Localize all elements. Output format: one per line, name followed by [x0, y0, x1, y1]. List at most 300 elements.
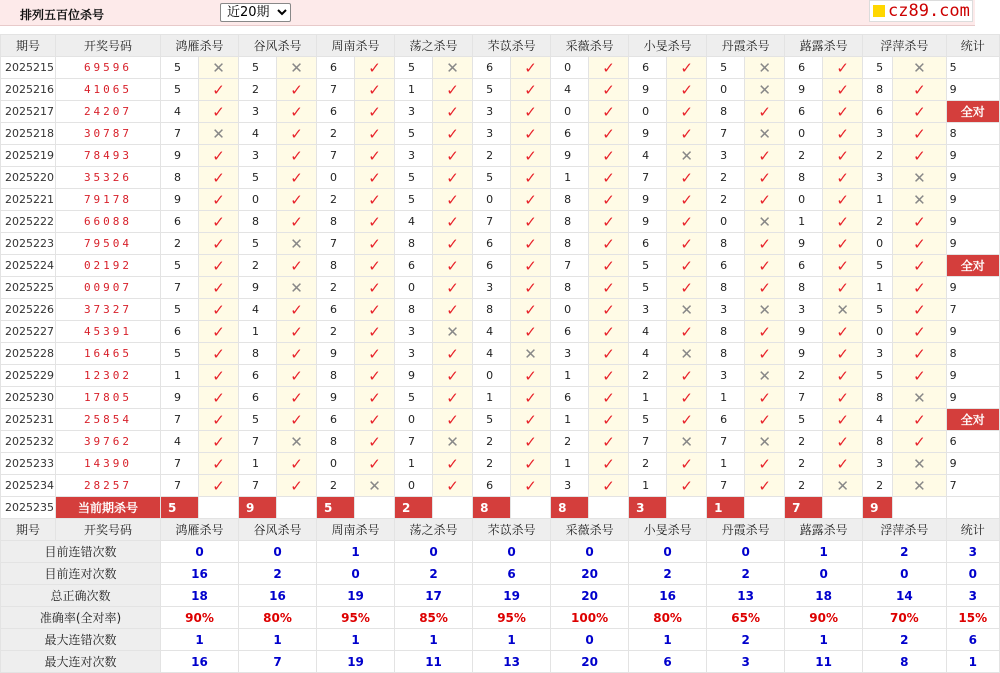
- kill-number-cell: 4: [239, 299, 277, 321]
- check-icon: ✓: [524, 212, 537, 231]
- check-icon: ✓: [368, 168, 381, 187]
- draw-code-cell: 69596: [56, 57, 161, 79]
- result-mark-cell: [745, 123, 785, 145]
- kill-number-cell: 8: [161, 167, 199, 189]
- issue-cell: 2025233: [1, 453, 56, 475]
- check-icon: ✓: [290, 322, 303, 341]
- result-mark-cell: [823, 145, 863, 167]
- result-mark-cell: [893, 233, 946, 255]
- check-icon: ✓: [524, 432, 537, 451]
- check-icon: ✓: [446, 366, 459, 385]
- kill-number-cell: 3: [863, 453, 893, 475]
- summary-value: 1: [473, 629, 551, 651]
- check-icon: ✓: [446, 80, 459, 99]
- kill-number-cell: 2: [785, 145, 823, 167]
- summary-row: [1, 541, 1000, 563]
- check-icon: ✓: [913, 278, 926, 297]
- summary-value: 80%: [239, 607, 317, 629]
- cross-icon: ✕: [913, 388, 926, 407]
- table-row: [1, 431, 1000, 453]
- result-mark-cell: [199, 475, 239, 497]
- result-mark-cell: [199, 453, 239, 475]
- result-mark-cell: [589, 431, 629, 453]
- table-row: [1, 255, 1000, 277]
- check-icon: ✓: [524, 300, 537, 319]
- check-icon: ✓: [602, 476, 615, 495]
- result-mark-cell: [277, 145, 317, 167]
- kill-number-cell: 1: [629, 475, 667, 497]
- kill-number-cell: 6: [785, 101, 823, 123]
- check-icon: ✓: [836, 58, 849, 77]
- result-mark-cell: [277, 387, 317, 409]
- summary-value: 90%: [161, 607, 239, 629]
- summary-value: 0: [473, 541, 551, 563]
- result-mark-cell: [511, 365, 551, 387]
- result-mark-cell: [199, 211, 239, 233]
- kill-number-cell: 8: [863, 431, 893, 453]
- check-icon: ✓: [524, 476, 537, 495]
- draw-code-cell: 14390: [56, 453, 161, 475]
- kill-number-cell: 2: [629, 453, 667, 475]
- kill-number-cell: 1: [707, 453, 745, 475]
- result-mark-cell: [589, 255, 629, 277]
- result-mark-cell: [433, 299, 473, 321]
- row-stat-cell: 9: [946, 79, 999, 101]
- summary-value: 2: [239, 563, 317, 585]
- column-header-issue: 期号: [1, 519, 56, 541]
- kill-number-cell: 3: [629, 299, 667, 321]
- cross-icon: ✕: [913, 476, 926, 495]
- check-icon: ✓: [913, 80, 926, 99]
- kill-number-cell: 3: [395, 321, 433, 343]
- result-mark-cell: [277, 189, 317, 211]
- result-mark-cell: [893, 167, 946, 189]
- check-icon: ✓: [368, 366, 381, 385]
- summary-label: 准确率(全对率): [1, 607, 161, 629]
- summary-value: 90%: [785, 607, 863, 629]
- kill-number-cell: 8: [317, 431, 355, 453]
- cross-icon: ✕: [913, 168, 926, 187]
- current-kill-blank: [433, 497, 473, 519]
- kill-number-cell: 5: [863, 57, 893, 79]
- check-icon: ✓: [913, 234, 926, 253]
- page-title: 排列五百位杀号: [20, 8, 105, 22]
- check-icon: ✓: [368, 278, 381, 297]
- kill-number-cell: 7: [551, 255, 589, 277]
- check-icon: ✓: [368, 212, 381, 231]
- result-mark-cell: [893, 255, 946, 277]
- check-icon: ✓: [758, 454, 771, 473]
- check-icon: ✓: [446, 410, 459, 429]
- cross-icon: ✕: [758, 300, 771, 319]
- result-mark-cell: [667, 277, 707, 299]
- result-mark-cell: [199, 189, 239, 211]
- kill-number-cell: 6: [785, 57, 823, 79]
- summary-value: 70%: [863, 607, 946, 629]
- result-mark-cell: [893, 475, 946, 497]
- result-mark-cell: [893, 431, 946, 453]
- result-mark-cell: [745, 321, 785, 343]
- check-icon: ✓: [212, 410, 225, 429]
- cross-icon: ✕: [836, 300, 849, 319]
- cross-icon: ✕: [836, 476, 849, 495]
- kill-number-cell: 4: [161, 101, 199, 123]
- check-icon: ✓: [680, 322, 693, 341]
- kill-number-cell: 8: [785, 277, 823, 299]
- kill-number-cell: 2: [785, 453, 823, 475]
- column-header-expert: 荡之杀号: [395, 35, 473, 57]
- kill-number-cell: 5: [239, 233, 277, 255]
- kill-number-cell: 4: [629, 321, 667, 343]
- summary-value: 0: [785, 563, 863, 585]
- result-mark-cell: [589, 123, 629, 145]
- check-icon: ✓: [446, 234, 459, 253]
- result-mark-cell: [277, 57, 317, 79]
- check-icon: ✓: [758, 234, 771, 253]
- check-icon: ✓: [290, 300, 303, 319]
- summary-value: 3: [707, 651, 785, 673]
- column-header-stat: 统计: [946, 519, 999, 541]
- result-mark-cell: [823, 387, 863, 409]
- check-icon: ✓: [368, 80, 381, 99]
- kill-number-cell: 2: [317, 123, 355, 145]
- draw-code-cell: 16465: [56, 343, 161, 365]
- result-mark-cell: [277, 475, 317, 497]
- kill-number-cell: 5: [239, 57, 277, 79]
- kill-number-cell: 4: [395, 211, 433, 233]
- kill-number-cell: 4: [473, 343, 511, 365]
- kill-number-cell: 6: [785, 255, 823, 277]
- kill-number-cell: 2: [863, 145, 893, 167]
- result-mark-cell: [745, 409, 785, 431]
- check-icon: ✓: [680, 212, 693, 231]
- summary-value: 20: [551, 651, 629, 673]
- kill-number-cell: 7: [161, 453, 199, 475]
- kill-number-cell: 5: [161, 79, 199, 101]
- check-icon: ✓: [290, 388, 303, 407]
- kill-number-cell: 8: [707, 343, 745, 365]
- summary-value: 1: [629, 629, 707, 651]
- result-mark-cell: [823, 475, 863, 497]
- summary-row: [1, 629, 1000, 651]
- result-mark-cell: [893, 453, 946, 475]
- summary-value: 20: [551, 563, 629, 585]
- kill-number-cell: 8: [707, 321, 745, 343]
- result-mark-cell: [893, 123, 946, 145]
- result-mark-cell: [589, 475, 629, 497]
- kill-number-cell: 3: [239, 145, 277, 167]
- check-icon: ✓: [758, 410, 771, 429]
- kill-number-cell: 1: [863, 189, 893, 211]
- result-mark-cell: [277, 431, 317, 453]
- current-kill-number: 8: [551, 497, 589, 519]
- issue-cell: 2025230: [1, 387, 56, 409]
- kill-number-cell: 7: [161, 409, 199, 431]
- site-logo[interactable]: [869, 0, 973, 22]
- result-mark-cell: [433, 57, 473, 79]
- kill-number-cell: 6: [161, 321, 199, 343]
- check-icon: ✓: [602, 344, 615, 363]
- summary-label: 目前连错次数: [1, 541, 161, 563]
- kill-number-cell: 1: [239, 321, 277, 343]
- cross-icon: ✕: [913, 190, 926, 209]
- result-mark-cell: [199, 101, 239, 123]
- kill-number-cell: 7: [161, 123, 199, 145]
- row-stat-cell: 6: [946, 431, 999, 453]
- kill-number-cell: 9: [161, 189, 199, 211]
- check-icon: ✓: [524, 454, 537, 473]
- check-icon: ✓: [446, 168, 459, 187]
- result-mark-cell: [667, 233, 707, 255]
- kill-number-cell: 3: [551, 343, 589, 365]
- result-mark-cell: [589, 321, 629, 343]
- cross-icon: ✕: [680, 300, 693, 319]
- kill-table: [0, 34, 1000, 673]
- check-icon: ✓: [758, 476, 771, 495]
- kill-number-cell: 0: [785, 123, 823, 145]
- current-kill-number: 2: [395, 497, 433, 519]
- kill-number-cell: 0: [863, 233, 893, 255]
- summary-row: [1, 607, 1000, 629]
- summary-value: 95%: [317, 607, 395, 629]
- row-stat-cell: 9: [946, 321, 999, 343]
- cross-icon: ✕: [290, 58, 303, 77]
- check-icon: ✓: [602, 124, 615, 143]
- kill-number-cell: 6: [317, 299, 355, 321]
- summary-value: 2: [863, 629, 946, 651]
- summary-value: 80%: [629, 607, 707, 629]
- kill-number-cell: 2: [317, 277, 355, 299]
- result-mark-cell: [433, 167, 473, 189]
- kill-number-cell: 3: [863, 167, 893, 189]
- draw-code-cell: 35326: [56, 167, 161, 189]
- kill-number-cell: 6: [707, 409, 745, 431]
- kill-number-cell: 5: [395, 189, 433, 211]
- check-icon: ✓: [290, 168, 303, 187]
- summary-value: 19: [317, 651, 395, 673]
- kill-number-cell: 8: [551, 277, 589, 299]
- column-header-issue: 期号: [1, 35, 56, 57]
- kill-number-cell: 5: [239, 409, 277, 431]
- check-icon: ✓: [913, 366, 926, 385]
- kill-number-cell: 6: [239, 387, 277, 409]
- check-icon: ✓: [368, 410, 381, 429]
- check-icon: ✓: [524, 168, 537, 187]
- column-header-expert: 谷风杀号: [239, 519, 317, 541]
- result-mark-cell: [823, 255, 863, 277]
- kill-number-cell: 2: [707, 167, 745, 189]
- cross-icon: ✕: [758, 366, 771, 385]
- check-icon: ✓: [836, 124, 849, 143]
- check-icon: ✓: [524, 80, 537, 99]
- check-icon: ✓: [368, 454, 381, 473]
- kill-number-cell: 9: [551, 145, 589, 167]
- check-icon: ✓: [758, 388, 771, 407]
- result-mark-cell: [667, 57, 707, 79]
- summary-value: 0: [629, 541, 707, 563]
- kill-number-cell: 2: [473, 453, 511, 475]
- summary-row: [1, 585, 1000, 607]
- row-stat-cell: 8: [946, 123, 999, 145]
- kill-number-cell: 1: [707, 387, 745, 409]
- check-icon: ✓: [524, 58, 537, 77]
- summary-value: 2: [707, 629, 785, 651]
- result-mark-cell: [745, 255, 785, 277]
- check-icon: ✓: [758, 322, 771, 341]
- result-mark-cell: [355, 387, 395, 409]
- kill-number-cell: 4: [473, 321, 511, 343]
- result-mark-cell: [511, 277, 551, 299]
- result-mark-cell: [745, 189, 785, 211]
- check-icon: ✓: [290, 212, 303, 231]
- result-mark-cell: [433, 233, 473, 255]
- table-row: [1, 233, 1000, 255]
- summary-value: 2: [629, 563, 707, 585]
- kill-number-cell: 3: [863, 343, 893, 365]
- result-mark-cell: [433, 409, 473, 431]
- period-select[interactable]: [220, 3, 291, 22]
- draw-code-cell: 12302: [56, 365, 161, 387]
- kill-number-cell: 9: [161, 145, 199, 167]
- summary-value: 11: [395, 651, 473, 673]
- cross-icon: ✕: [680, 344, 693, 363]
- check-icon: ✓: [913, 410, 926, 429]
- result-mark-cell: [589, 343, 629, 365]
- column-header-expert: 谷风杀号: [239, 35, 317, 57]
- summary-value: 1: [785, 629, 863, 651]
- summary-value: 19: [473, 585, 551, 607]
- table-row: [1, 79, 1000, 101]
- table-row: [1, 387, 1000, 409]
- summary-value: 0: [317, 563, 395, 585]
- table-row: [1, 57, 1000, 79]
- check-icon: ✓: [680, 366, 693, 385]
- column-header-expert: 小旻杀号: [629, 519, 707, 541]
- row-stat-cell: 全对: [946, 255, 999, 277]
- result-mark-cell: [667, 387, 707, 409]
- column-header-expert: 周南杀号: [317, 519, 395, 541]
- kill-number-cell: 4: [629, 145, 667, 167]
- current-kill-blank: [893, 497, 946, 519]
- kill-number-cell: 2: [239, 255, 277, 277]
- result-mark-cell: [277, 211, 317, 233]
- kill-number-cell: 8: [317, 211, 355, 233]
- check-icon: ✓: [758, 344, 771, 363]
- kill-number-cell: 0: [473, 365, 511, 387]
- summary-label: 最大连对次数: [1, 651, 161, 673]
- result-mark-cell: [893, 79, 946, 101]
- check-icon: ✓: [913, 146, 926, 165]
- kill-number-cell: 4: [863, 409, 893, 431]
- summary-value: 1: [317, 629, 395, 651]
- result-mark-cell: [589, 211, 629, 233]
- kill-number-cell: 3: [551, 475, 589, 497]
- row-stat-cell: 全对: [946, 409, 999, 431]
- check-icon: ✓: [446, 476, 459, 495]
- check-icon: ✓: [524, 322, 537, 341]
- kill-number-cell: 3: [239, 101, 277, 123]
- result-mark-cell: [589, 57, 629, 79]
- summary-row: [1, 563, 1000, 585]
- table-row: [1, 277, 1000, 299]
- result-mark-cell: [433, 79, 473, 101]
- kill-number-cell: 3: [395, 145, 433, 167]
- summary-value: 0: [707, 541, 785, 563]
- result-mark-cell: [893, 365, 946, 387]
- result-mark-cell: [745, 365, 785, 387]
- check-icon: ✓: [758, 190, 771, 209]
- result-mark-cell: [589, 387, 629, 409]
- summary-value: 0: [946, 563, 999, 585]
- check-icon: ✓: [368, 322, 381, 341]
- kill-number-cell: 5: [161, 299, 199, 321]
- kill-number-cell: 9: [629, 211, 667, 233]
- check-icon: ✓: [290, 124, 303, 143]
- kill-number-cell: 3: [473, 101, 511, 123]
- check-icon: ✓: [680, 124, 693, 143]
- kill-number-cell: 7: [629, 167, 667, 189]
- check-icon: ✓: [913, 256, 926, 275]
- row-stat-cell: 5: [946, 57, 999, 79]
- result-mark-cell: [589, 409, 629, 431]
- check-icon: ✓: [368, 102, 381, 121]
- result-mark-cell: [511, 475, 551, 497]
- check-icon: ✓: [602, 190, 615, 209]
- kill-number-cell: 6: [473, 255, 511, 277]
- check-icon: ✓: [212, 344, 225, 363]
- check-icon: ✓: [602, 102, 615, 121]
- check-icon: ✓: [602, 256, 615, 275]
- kill-number-cell: 1: [551, 453, 589, 475]
- check-icon: ✓: [368, 58, 381, 77]
- result-mark-cell: [433, 431, 473, 453]
- result-mark-cell: [277, 255, 317, 277]
- cross-icon: ✕: [290, 432, 303, 451]
- summary-value: 1: [161, 629, 239, 651]
- result-mark-cell: [745, 431, 785, 453]
- column-header-code: 开奖号码: [56, 519, 161, 541]
- result-mark-cell: [745, 299, 785, 321]
- summary-value: 17: [395, 585, 473, 607]
- kill-number-cell: 2: [161, 233, 199, 255]
- check-icon: ✓: [290, 454, 303, 473]
- result-mark-cell: [893, 145, 946, 167]
- table-row: [1, 343, 1000, 365]
- check-icon: ✓: [290, 256, 303, 275]
- summary-value: 6: [946, 629, 999, 651]
- result-mark-cell: [199, 79, 239, 101]
- result-mark-cell: [433, 343, 473, 365]
- kill-number-cell: 5: [707, 57, 745, 79]
- kill-number-cell: 5: [629, 255, 667, 277]
- kill-number-cell: 5: [863, 299, 893, 321]
- kill-number-cell: 1: [785, 211, 823, 233]
- kill-number-cell: 8: [785, 167, 823, 189]
- kill-number-cell: 7: [161, 277, 199, 299]
- result-mark-cell: [199, 255, 239, 277]
- kill-number-cell: 1: [161, 365, 199, 387]
- check-icon: ✓: [602, 432, 615, 451]
- result-mark-cell: [823, 321, 863, 343]
- row-stat-cell: 9: [946, 365, 999, 387]
- result-mark-cell: [433, 123, 473, 145]
- issue-cell: 2025223: [1, 233, 56, 255]
- result-mark-cell: [893, 189, 946, 211]
- cross-icon: ✕: [212, 58, 225, 77]
- result-mark-cell: [355, 189, 395, 211]
- result-mark-cell: [589, 167, 629, 189]
- row-stat-cell: 9: [946, 167, 999, 189]
